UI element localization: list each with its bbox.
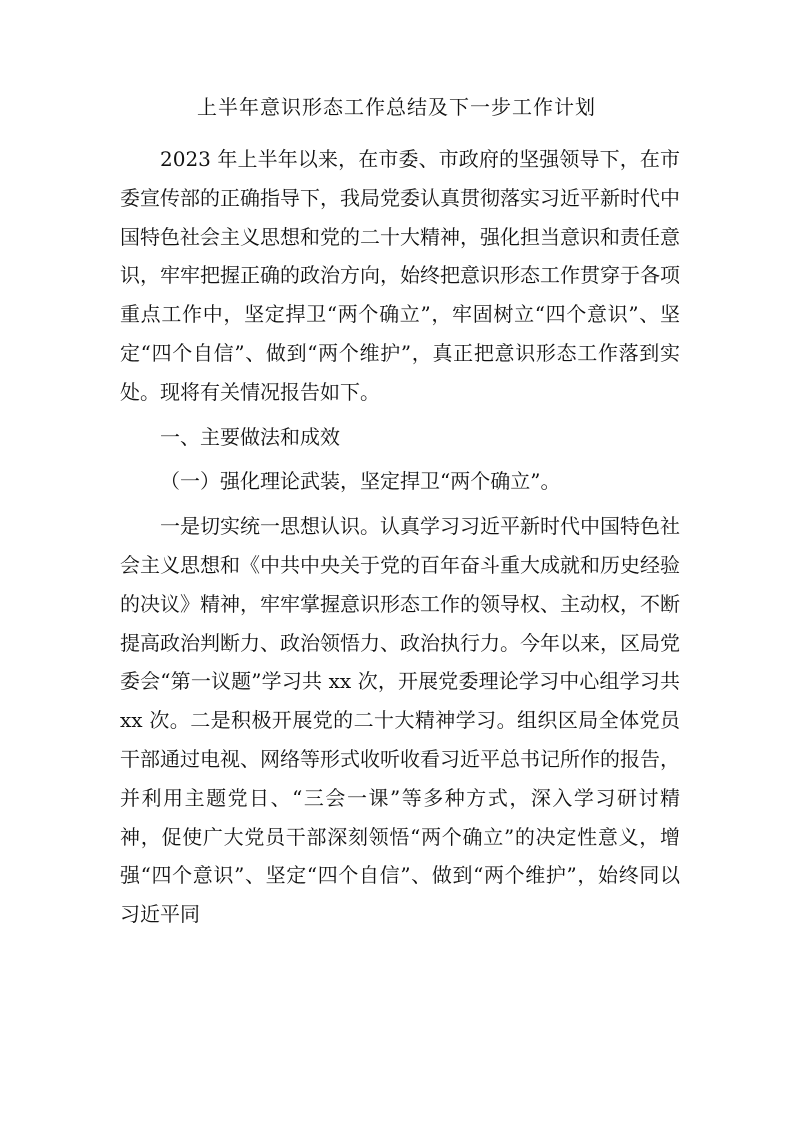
intro-paragraph: 2023 年上半年以来，在市委、市政府的坚强领导下，在市委宣传部的正确指导下，我局党委认真贯彻落实习近平新时代中国特色社会主义思想和党的二十大精神，强化担当意识和责任意识，牢牢把握正确的政治方向，始终把意识形态工作贯穿于各项重点工作中，坚定捍卫“两个确立”，牢固树立“四个意识”、坚定“四个自信”、做到“两个维护”，真正把意识形态工作落到实处。现将有关情况报告如下。: [120, 147, 680, 404]
subsection-heading-1: （一）强化理论武装，坚定捍卫“两个确立”。: [160, 469, 561, 494]
document-body: [120, 140, 680, 934]
body-paragraph-1: 一是切实统一思想认识。认真学习习近平新时代中国特色社会主义思想和《中共中央关于党的百年奋斗重大成就和历史经验的决议》精神，牢牢掌握意识形态工作的领导权、主动权，不断提高政治判断力、政治领悟力、政治执行力。今年以来，区局党委会“第一议题”学习共 xx 次，开展党委理论学习中心组学习共 xx 次。二是积极开展党的二十大精神学习。组织区局全体党员干部通过电视、网络等形式收听收看习近平总书记所作的报告，并利用主题党日、“三会一课”等多种方式，深入学习研讨精神，促使广大党员干部深刻领悟“两个确立”的决定性意义，增强“四个意识”、坚定“四个自信”、做到“两个维护”，始终同以习近平同: [120, 514, 680, 927]
document-title: 上半年意识形态工作总结及下一步工作计划: [197, 95, 596, 119]
section-heading-1: 一、主要做法和成效: [160, 424, 340, 449]
